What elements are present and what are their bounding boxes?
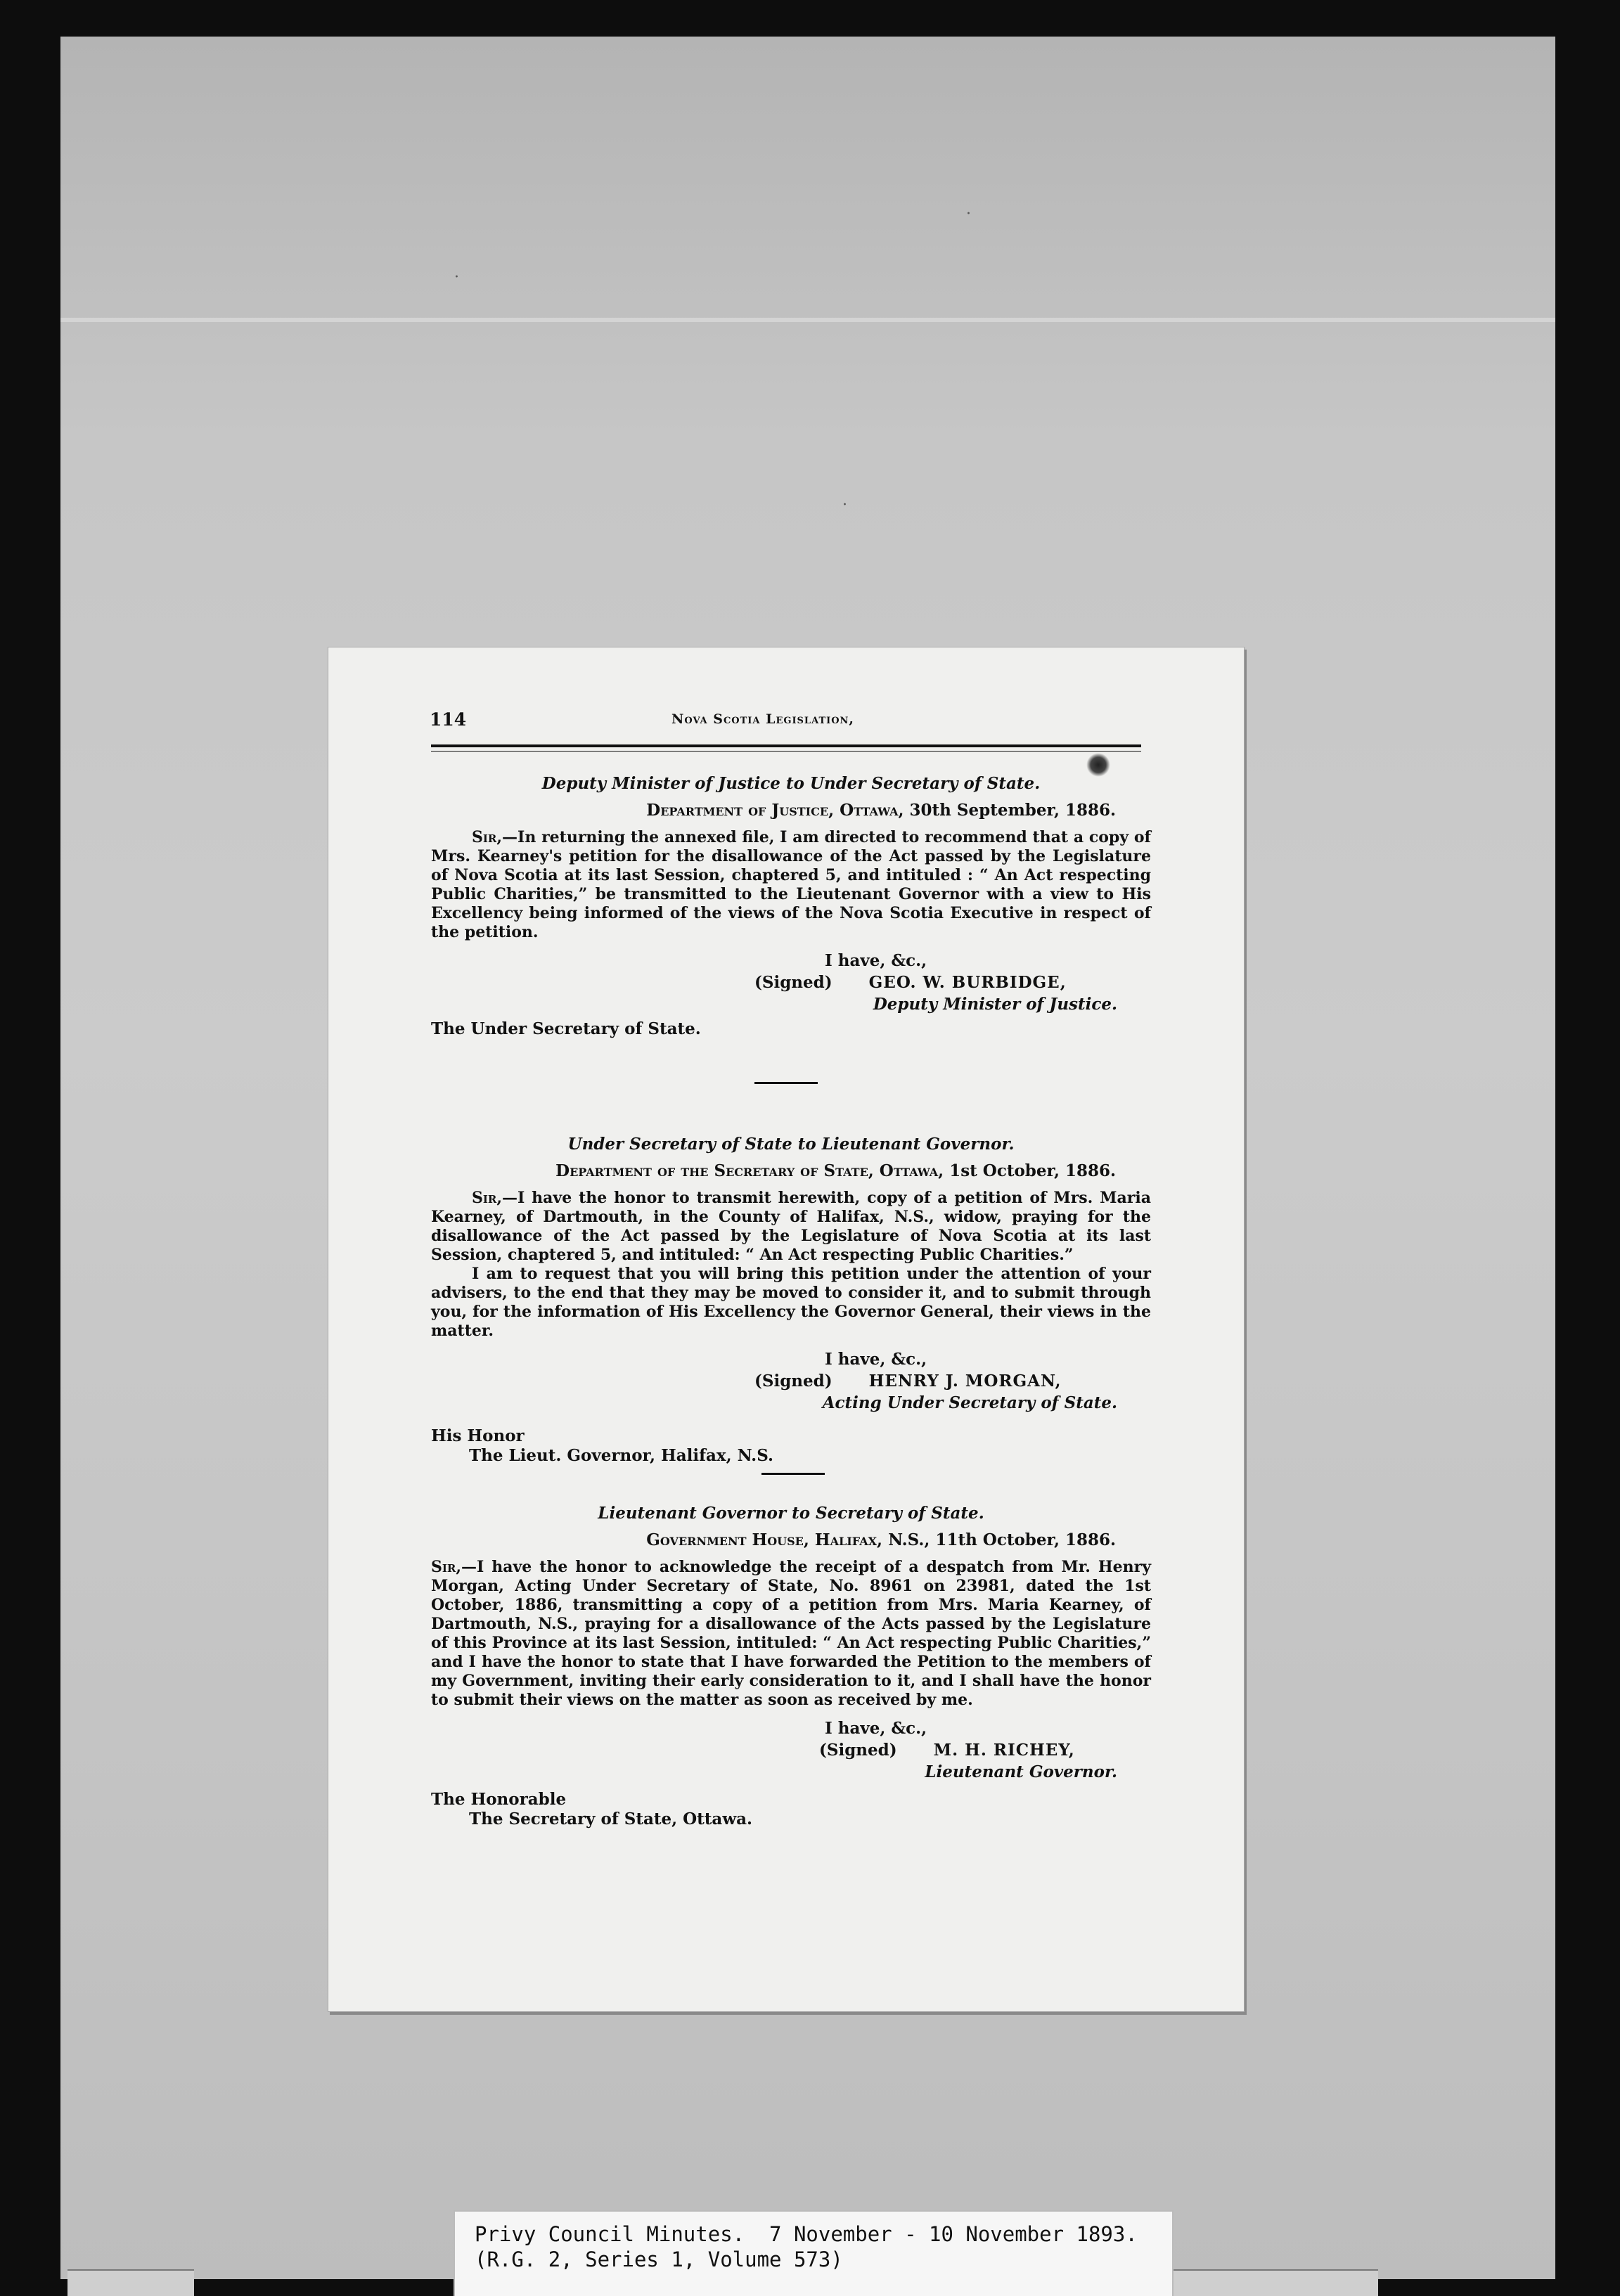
closing-phrase: I have, &c., xyxy=(825,1350,927,1369)
dateline-date: 1st October, 1886. xyxy=(949,1161,1116,1180)
letter-heading: Under Secretary of State to Lieutenant Governor. xyxy=(567,1135,1015,1154)
archive-label-text xyxy=(475,2221,1138,2272)
signer-name: M. H. RICHEY, xyxy=(933,1741,1075,1760)
running-head: Nova Scotia Legislation, xyxy=(671,711,855,727)
signer-title: Lieutenant Governor. xyxy=(925,1762,1117,1781)
signed-label: (Signed) xyxy=(819,1741,897,1760)
dateline-place: Government House, Halifax, xyxy=(646,1530,883,1549)
dateline-place: Department of the Secretary of State, Ottawa, xyxy=(555,1161,944,1180)
paragraph-text: I am to request that you will bring this petition under the attention of your advisers, to the end that they may be moved to consider it, and to submit through you, for the information of His Excellency the Governor General, their views in the matter. xyxy=(431,1265,1151,1340)
letter-lieutenant-governor xyxy=(431,1504,1151,1829)
archive-label-line1: Privy Council Minutes. 7 November - 10 November 1893. xyxy=(475,2222,1138,2246)
letter-deputy-minister xyxy=(431,774,1151,1039)
film-scratch-line xyxy=(60,318,1555,322)
letter-heading: Deputy Minister of Justice to Under Secretary of State. xyxy=(541,774,1041,793)
salutation: Sir, xyxy=(431,1558,462,1576)
dust-speck: · xyxy=(966,205,971,223)
letter-paragraph xyxy=(431,1265,1151,1341)
letter-dateline xyxy=(431,801,1116,820)
header-rule-thin xyxy=(431,751,1141,752)
letter-heading: Lieutenant Governor to Secretary of State. xyxy=(598,1504,984,1523)
addressee xyxy=(431,1019,1151,1039)
letter-dateline xyxy=(431,1161,1116,1180)
letter-paragraph xyxy=(431,1189,1151,1265)
document-page xyxy=(328,647,1245,2012)
signer-title: Acting Under Secretary of State. xyxy=(822,1393,1117,1412)
letter-closing xyxy=(431,1349,1151,1414)
paragraph-text: —I have the honor to transmit herewith, copy of a petition of Mrs. Maria Kearney, of Dartmouth, in the County of Halifax, N.S., widow, praying for the disallowance of the Act passed by the Legislature of Nova Scotia at its last Session, chaptered 5, and intituled: “ An Act respecting Public Charities.” xyxy=(431,1189,1151,1264)
signer-title: Deputy Minister of Justice. xyxy=(873,995,1117,1014)
closing-phrase: I have, &c., xyxy=(825,1719,927,1738)
dust-speck: · xyxy=(454,269,459,286)
addressee xyxy=(431,1790,1151,1829)
signature-line xyxy=(431,1739,1151,1762)
archive-label-line2: (R.G. 2, Series 1, Volume 573) xyxy=(475,2247,843,2271)
letter-closing xyxy=(431,950,1151,1015)
microfilm-frame xyxy=(60,37,1555,2279)
ink-blot xyxy=(1086,753,1110,777)
signer-name: HENRY J. MORGAN, xyxy=(868,1372,1062,1391)
letter-separator xyxy=(754,1082,818,1084)
letter-paragraph xyxy=(431,1558,1151,1710)
addressee-line: The Under Secretary of State. xyxy=(431,1019,701,1038)
addressee-line: His Honor xyxy=(431,1426,525,1445)
archive-label xyxy=(454,2210,1174,2296)
dateline-place: Department of Justice, Ottawa, xyxy=(646,801,904,820)
letter-closing xyxy=(431,1718,1151,1783)
signer-name: GEO. W. BURBIDGE, xyxy=(868,973,1067,992)
salutation: Sir, xyxy=(472,828,503,846)
dust-speck: · xyxy=(842,496,847,514)
letter-separator xyxy=(761,1473,825,1475)
film-corner-right xyxy=(1167,2269,1378,2296)
letter-paragraph xyxy=(431,828,1151,942)
paragraph-text: —In returning the annexed file, I am directed to recommend that a copy of Mrs. Kearney's petition for the disallowance of the Act passed by the Legislature of Nova Scotia at its last Session, chaptered 5, and intituled : “ An Act respecting Public Charities,” be transmitted to the Lieutenant Governor with a view to His Excellency being informed of the views of the Nova Scotia Executive in respect of the petition. xyxy=(431,828,1151,941)
closing-phrase: I have, &c., xyxy=(825,951,927,970)
dateline-date: N.S., 11th October, 1886. xyxy=(888,1530,1116,1549)
letter-under-secretary xyxy=(431,1135,1151,1466)
salutation: Sir, xyxy=(472,1189,503,1207)
addressee-line: The Lieut. Governor, Halifax, N.S. xyxy=(469,1446,773,1465)
addressee-line: The Honorable xyxy=(431,1790,567,1809)
signature-line xyxy=(431,972,1151,994)
paragraph-text: —I have the honor to acknowledge the receipt of a despatch from Mr. Henry Morgan, Acting Under Secretary of State, No. 8961 on 23981, dated the 1st October, 1886, transmitting a copy of a petition from Mrs. Maria Kearney, of Dartmouth, N.S., praying for a disallowance of the Acts passed by the Legislature of this Province at its last Session, intituled: “ An Act respecting Public Charities,” and I have the honor to state that I have forwarded the Petition to the members of my Government, inviting their early consideration to it, and I shall have the honor to submit their views on the matter as soon as received by me. xyxy=(431,1558,1151,1709)
letter-dateline xyxy=(431,1530,1116,1549)
film-corner-left xyxy=(68,2269,194,2296)
signed-label: (Signed) xyxy=(754,1372,832,1391)
signature-line xyxy=(431,1370,1151,1393)
signed-label: (Signed) xyxy=(754,973,832,992)
page-number: 114 xyxy=(430,709,467,730)
dateline-date: 30th September, 1886. xyxy=(909,801,1116,820)
header-rule-thick xyxy=(431,744,1141,747)
addressee-line: The Secretary of State, Ottawa. xyxy=(469,1810,753,1829)
addressee xyxy=(431,1426,1151,1466)
